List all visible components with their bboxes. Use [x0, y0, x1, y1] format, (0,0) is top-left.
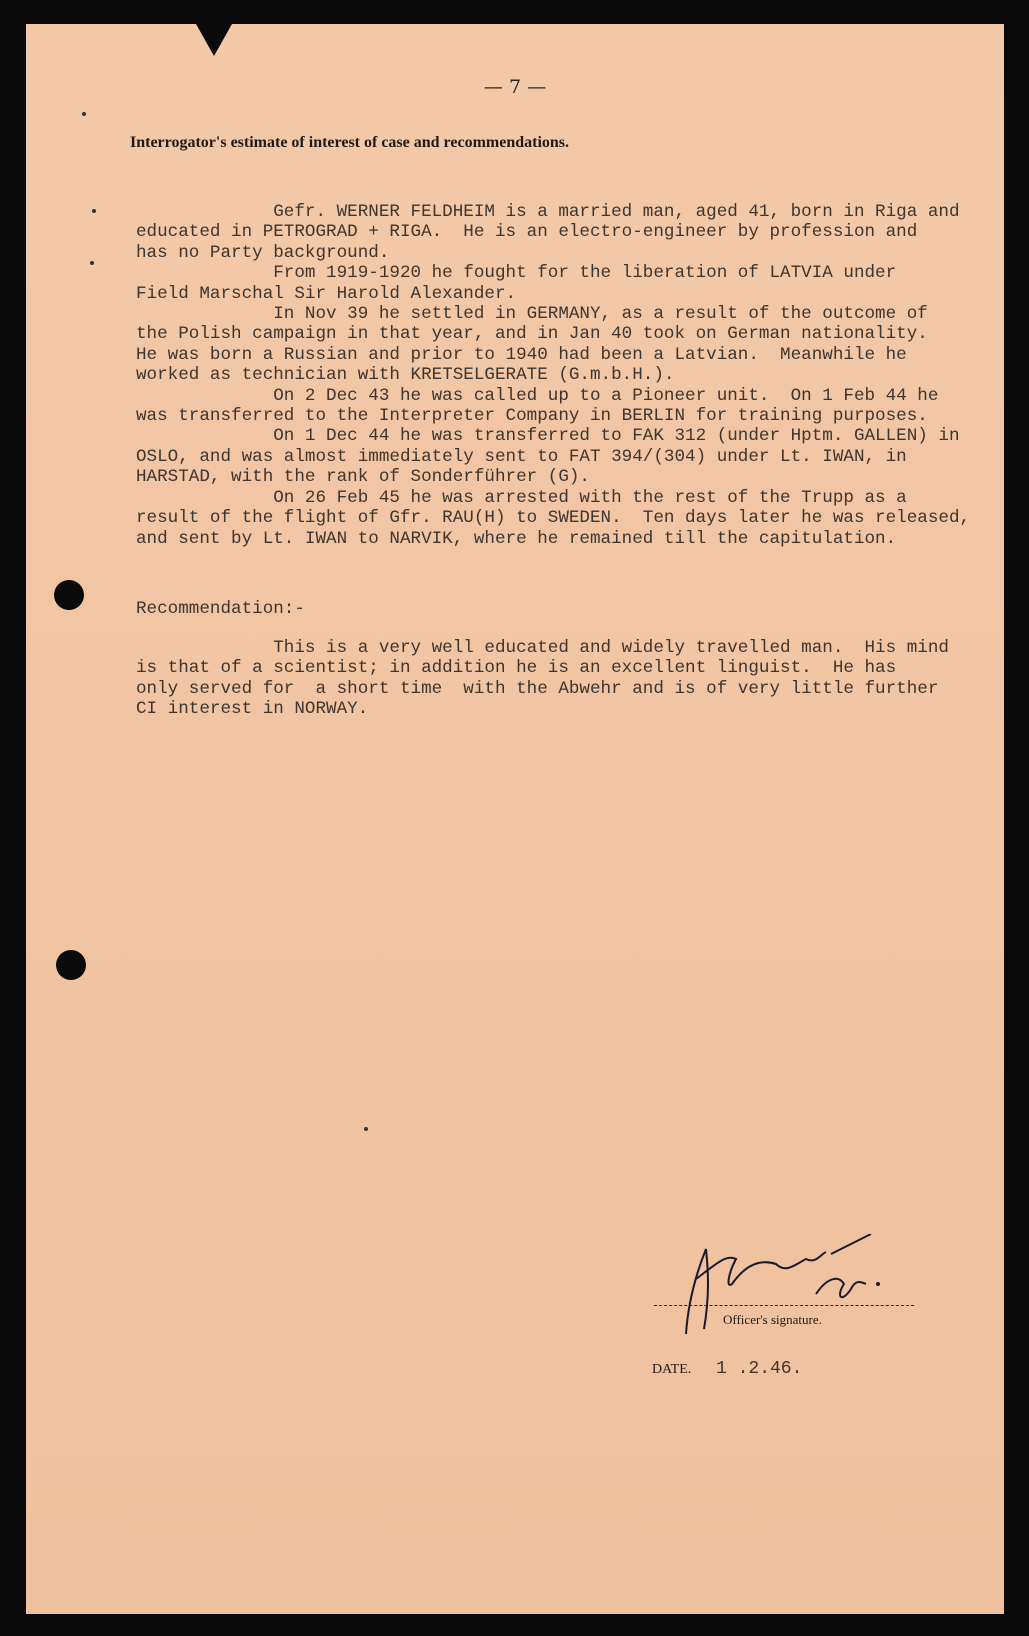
- text-line: He was born a Russian and prior to 1940 had been a Latvian. Meanwhile he: [136, 344, 907, 365]
- text-line: HARSTAD, with the rank of Sonderführer (G).: [136, 467, 590, 488]
- page-corner-notch: [196, 24, 232, 56]
- text-line: was transferred to the Interpreter Company in BERLIN for training purposes.: [136, 406, 928, 427]
- text-line: On 26 Feb 45 he was arrested with the rest of the Trupp as a: [136, 487, 907, 508]
- date-value: 1 .2.46.: [716, 1359, 803, 1379]
- text-line: This is a very well educated and widely travelled man. His mind: [136, 638, 949, 658]
- punch-hole-bottom: [56, 950, 86, 980]
- text-line: From 1919-1920 he fought for the liberation of LATVIA under: [136, 263, 897, 284]
- margin-speck: [90, 261, 94, 265]
- text-line: CI interest in NORWAY.: [136, 699, 369, 720]
- recommendation-label: Recommendation:-: [136, 599, 305, 619]
- text-line: educated in PETROGRAD + RIGA. He is an electro-engineer by profession and: [136, 222, 918, 243]
- case-summary: [136, 202, 971, 549]
- punch-hole-top: [54, 580, 84, 610]
- page-number: — 7 —: [483, 76, 547, 98]
- text-line: has no Party background.: [136, 242, 390, 263]
- text-line: the Polish campaign in that year, and in Jan 40 took on German nationality.: [136, 324, 928, 345]
- text-line: Gefr. WERNER FELDHEIM is a married man, aged 41, born in Riga and: [136, 202, 960, 222]
- margin-speck: [82, 112, 86, 116]
- text-line: On 1 Dec 44 he was transferred to FAK 312 (under Hptm. GALLEN) in: [136, 426, 960, 447]
- signature-line: [654, 1305, 914, 1306]
- signature-caption: Officer's signature.: [723, 1312, 822, 1327]
- recommendation-text: [136, 638, 949, 720]
- section-heading: Interrogator's estimate of interest of case and recommendations.: [130, 134, 570, 151]
- text-line: Field Marschal Sir Harold Alexander.: [136, 283, 517, 304]
- date-label: DATE.: [652, 1362, 692, 1377]
- text-line: is that of a scientist; in addition he is an excellent linguist. He has: [136, 658, 897, 679]
- document-page: [26, 24, 1004, 1614]
- text-line: On 2 Dec 43 he was called up to a Pioneer unit. On 1 Feb 44 he: [136, 385, 939, 406]
- margin-speck: [364, 1127, 368, 1131]
- text-line: and sent by Lt. IWAN to NARVIK, where he remained till the capitulation.: [136, 528, 897, 549]
- text-line: result of the flight of Gfr. RAU(H) to SWEDEN. Ten days later he was released,: [136, 508, 971, 529]
- text-line: OSLO, and was almost immediately sent to FAT 394/(304) under Lt. IWAN, in: [136, 446, 907, 467]
- text-line: worked as technician with KRETSELGERATE (G.m.b.H.).: [136, 365, 675, 386]
- margin-speck: [92, 209, 96, 213]
- text-line: In Nov 39 he settled in GERMANY, as a result of the outcome of: [136, 304, 928, 325]
- text-line: only served for a short time with the Abwehr and is of very little further: [136, 678, 939, 699]
